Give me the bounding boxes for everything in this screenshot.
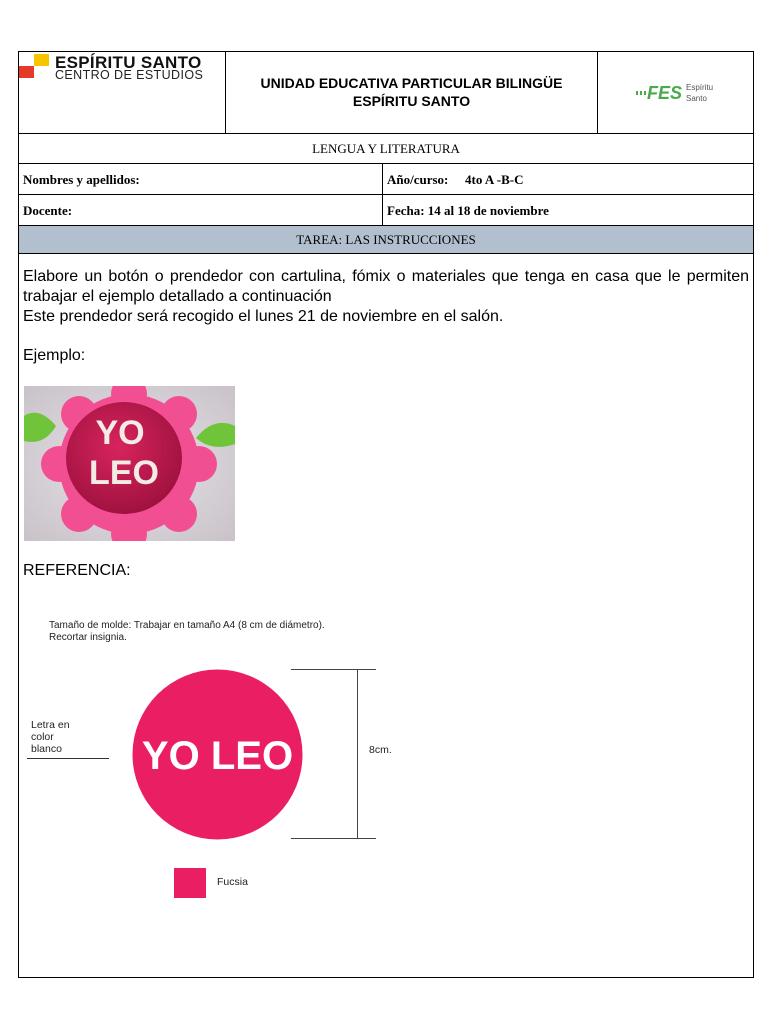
task-instructions: [23, 267, 749, 327]
fes-logo-cell: [597, 52, 755, 133]
names-row: [19, 164, 753, 195]
reference-caption-line2: Recortar insignia.: [49, 632, 127, 643]
school-name-cell: [225, 52, 597, 133]
letter-note-line2: color: [31, 731, 54, 743]
logo-subtitle: CENTRO DE ESTUDIOS: [55, 68, 204, 82]
dimension-label: 8cm.: [369, 744, 392, 756]
letter-note-line1: Letra en: [31, 719, 70, 731]
photo-text-line1: YO: [95, 414, 145, 452]
letter-note-line3: blanco: [31, 743, 62, 755]
dimension-line-vertical: [357, 669, 358, 839]
letter-color-note: [31, 719, 70, 755]
teacher-label: Docente:: [23, 203, 73, 218]
header-row: [19, 52, 753, 134]
date-label: Fecha: 14 al 18 de noviembre: [387, 203, 549, 218]
flower-badge-image: [24, 386, 235, 541]
date-cell: [382, 195, 755, 225]
grade-value: 4to A -B-C: [465, 172, 524, 187]
reference-badge: [131, 668, 304, 841]
fes-logo-sub1: Espíritu: [686, 83, 714, 92]
reference-caption: [49, 620, 325, 644]
task-title: TAREA: LAS INSTRUCCIONES: [296, 232, 476, 247]
names-label: Nombres y apellidos:: [23, 172, 140, 187]
example-photo: [24, 386, 235, 541]
worksheet-page: [18, 51, 754, 978]
reference-badge-circle: [131, 668, 304, 841]
subject-title: LENGUA Y LITERATURA: [312, 141, 460, 156]
reference-caption-line1: Tamaño de molde: Trabajar en tamaño A4 (8 cm de diámetro).: [49, 620, 325, 631]
letter-note-underline: [27, 758, 109, 759]
espiritu-santo-logo: [19, 52, 55, 87]
school-name-line1: UNIDAD EDUCATIVA PARTICULAR BILINGÜE: [260, 75, 563, 91]
grade-label: Año/curso:: [387, 172, 449, 187]
fes-logo-icon: [636, 78, 716, 110]
task-paragraph-1: Elabore un botón o prendedor con cartulina, fómix o materiales que tenga en casa que le permiten trabajar el ejemplo detallado a continuación: [23, 268, 749, 305]
fuchsia-swatch: [174, 868, 206, 898]
fes-logo-sub2: Santo: [686, 94, 707, 103]
example-heading: Ejemplo:: [23, 347, 86, 364]
logo-title: ESPÍRITU SANTO: [55, 53, 202, 72]
photo-text-line2: LEO: [89, 454, 159, 492]
subject-row: [19, 134, 753, 164]
logo-cell: [19, 52, 225, 133]
grade-cell: [382, 164, 755, 194]
reference-badge-text: YO LEO: [141, 734, 294, 778]
task-paragraph-2: Este prendedor será recogido el lunes 21 de noviembre en el salón.: [23, 308, 504, 325]
fes-logo: [636, 78, 716, 115]
dimension-line-top: [291, 669, 376, 670]
dimension-line-bottom: [291, 838, 376, 839]
teacher-row: [19, 195, 753, 226]
logo-squares-icon: [19, 52, 55, 82]
task-title-row: [19, 226, 753, 254]
reference-heading: REFERENCIA:: [23, 562, 131, 579]
fes-logo-text: FES: [647, 83, 683, 103]
swatch-label: Fucsia: [217, 876, 248, 888]
school-name-line2: ESPÍRITU SANTO: [352, 93, 471, 109]
